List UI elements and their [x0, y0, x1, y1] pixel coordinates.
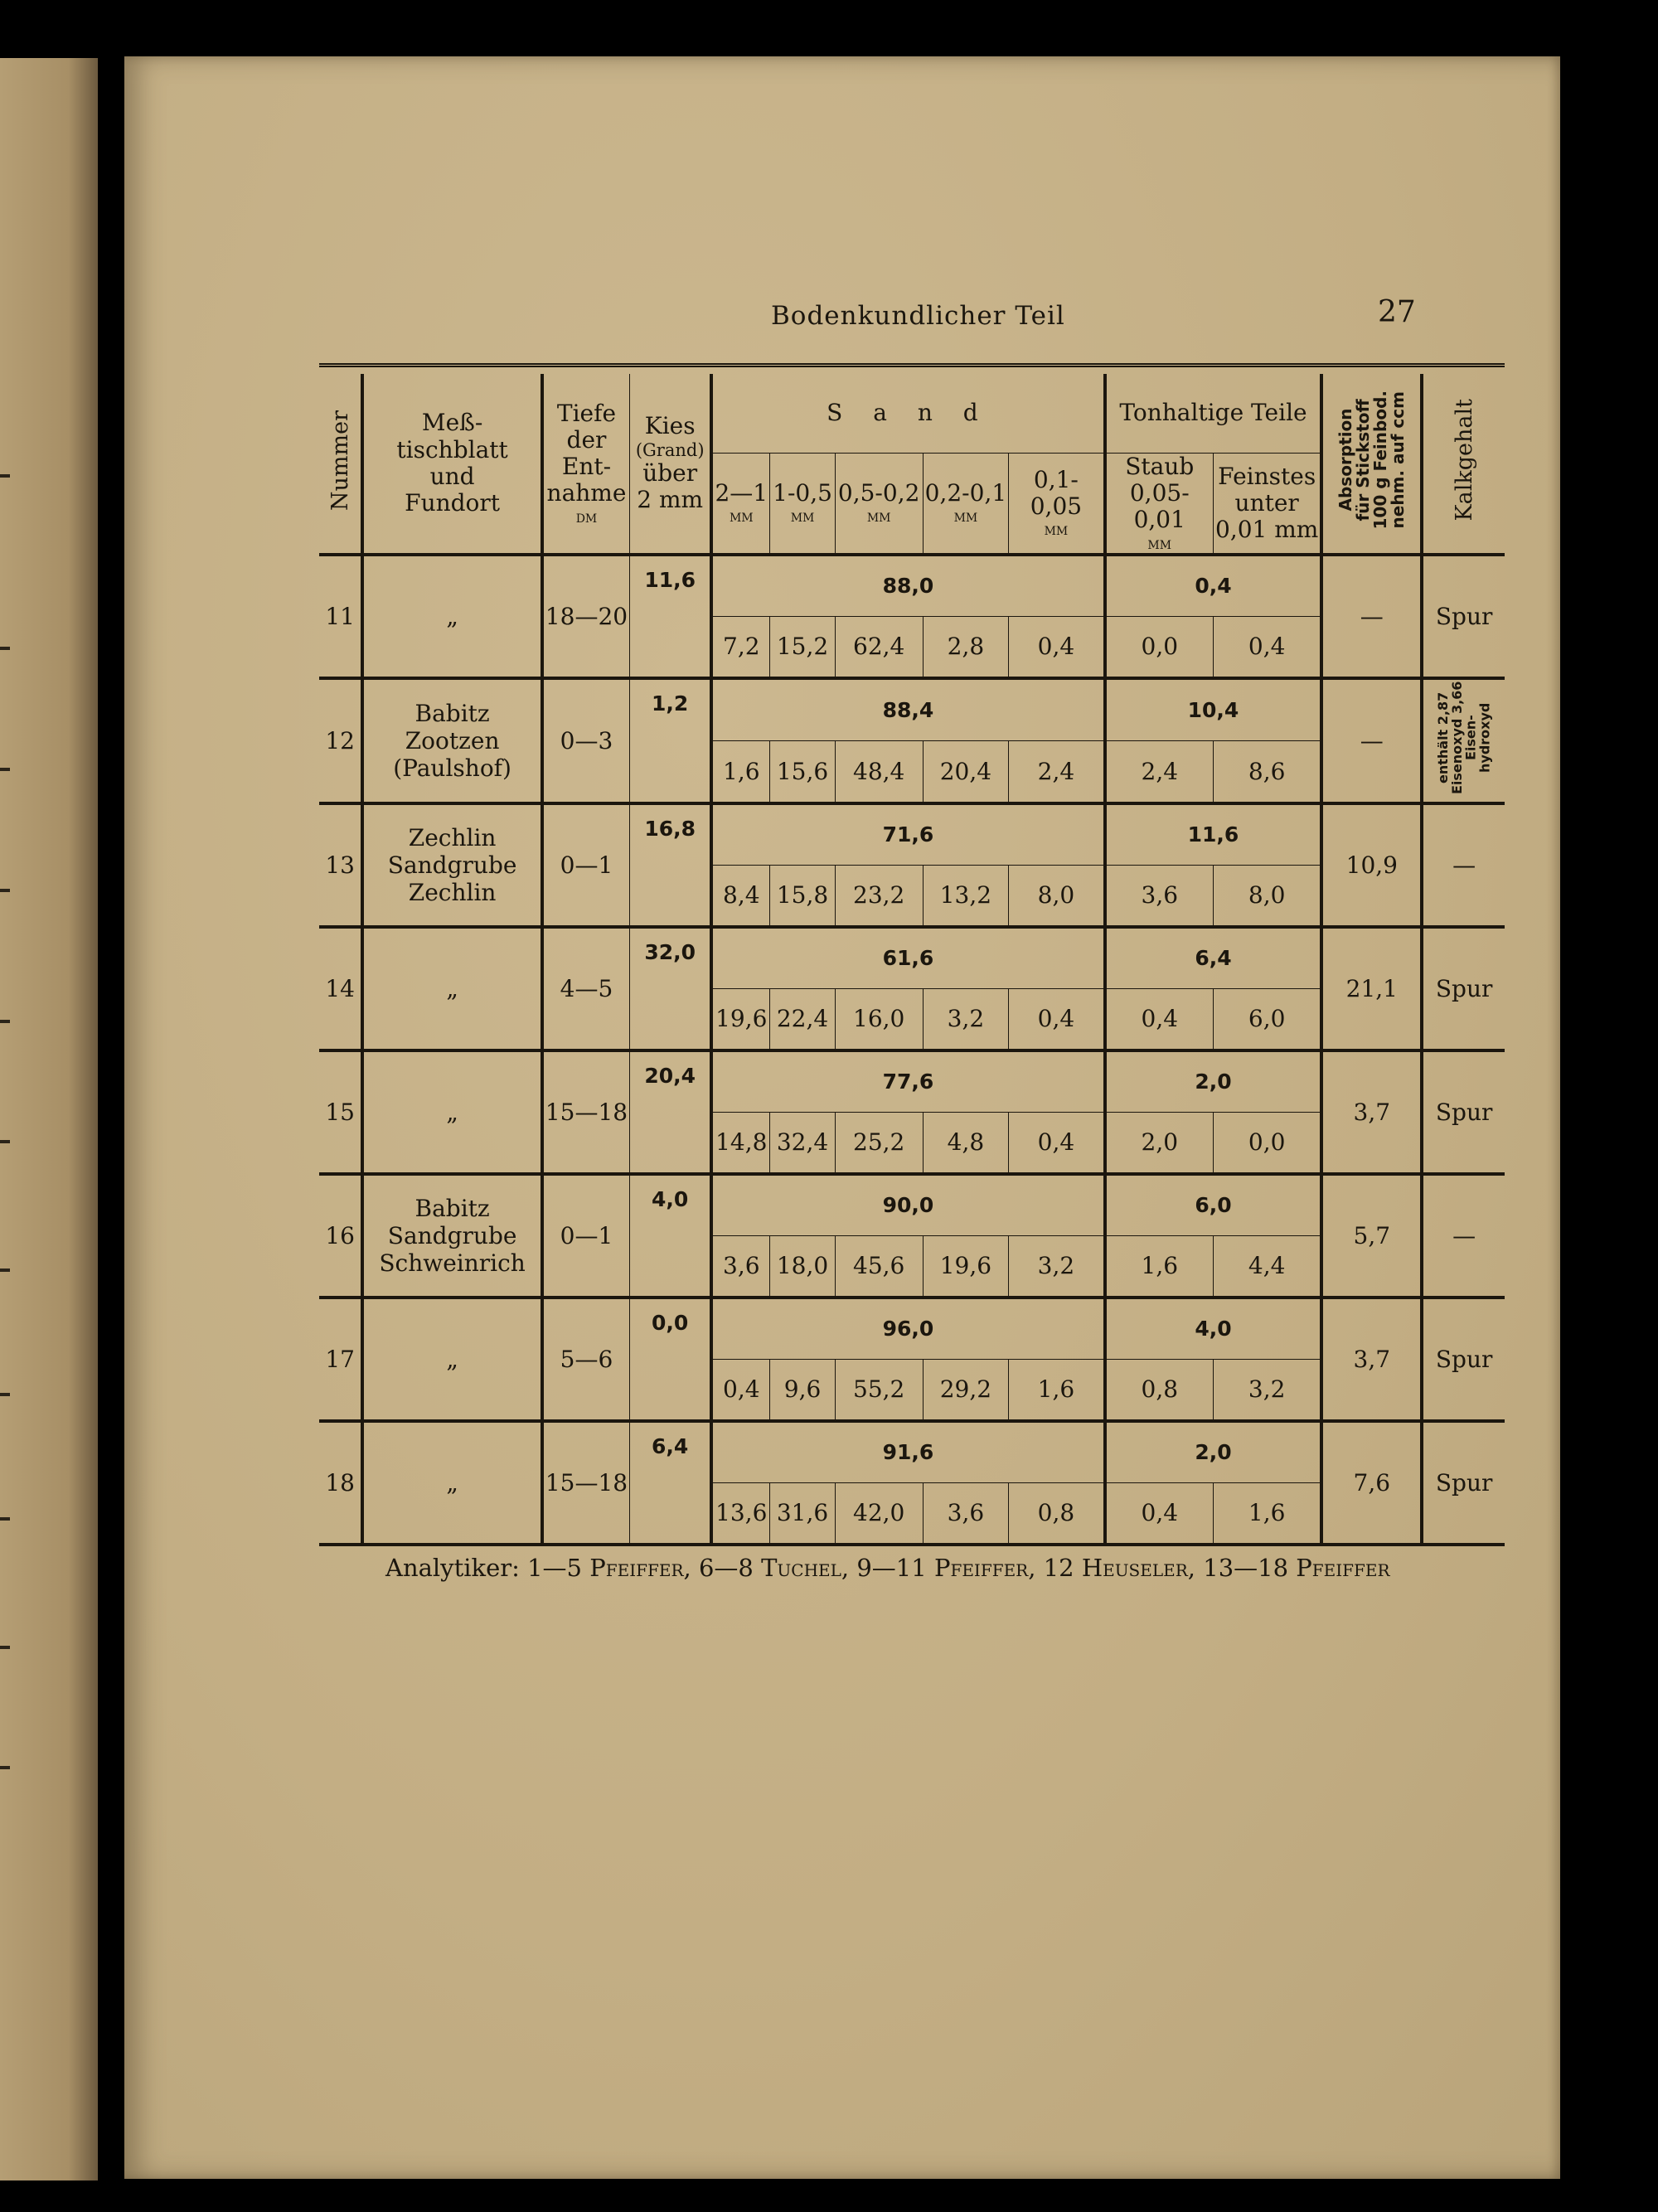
- cell-fundort-line: „: [446, 974, 458, 1002]
- cell-absorption: —: [1321, 555, 1422, 678]
- cell-absorption: —: [1321, 678, 1422, 803]
- table-row: [319, 927, 1505, 989]
- header-fundort-line1: Meß-: [421, 409, 483, 437]
- table-row: [319, 803, 1505, 866]
- cell-sand-fraction: 31,6: [770, 1482, 836, 1545]
- cell-sand-fraction: 0,8: [1009, 1482, 1105, 1545]
- cell-kalk-value: Spur: [1435, 1345, 1493, 1373]
- header-staub-unit: mm: [1147, 532, 1172, 553]
- cell-nummer: 18: [319, 1421, 362, 1545]
- cell-sand-fraction: 3,6: [923, 1482, 1009, 1545]
- cell-fundort-line: Babitz: [414, 699, 490, 727]
- cell-kies: 16,8: [630, 803, 712, 927]
- cell-kalk: [1422, 1298, 1505, 1421]
- header-kies-line2: (Grand): [635, 439, 705, 460]
- cell-kalk-value: Spur: [1435, 974, 1493, 1002]
- header-fundort-line3: und: [429, 462, 475, 490]
- header-sand-col-1: [711, 454, 769, 555]
- cell-fundort-line: „: [446, 1468, 458, 1496]
- cell-staub: 0,8: [1105, 1359, 1214, 1421]
- cell-nummer: 11: [319, 555, 362, 678]
- header-kies: [630, 374, 712, 555]
- analyst-name: Pfeiffer,: [589, 1554, 691, 1582]
- cell-sand-fraction: 42,0: [835, 1482, 923, 1545]
- cell-staub: 2,4: [1105, 740, 1214, 803]
- cell-sand-fraction: 23,2: [835, 865, 923, 927]
- cell-kalk: [1422, 1174, 1505, 1298]
- table-row: [319, 1050, 1505, 1113]
- cell-sand-fraction: 15,6: [770, 740, 836, 803]
- cell-sand-fraction: 0,4: [711, 1359, 769, 1421]
- header-sand-col-3-unit: mm: [866, 506, 891, 526]
- header-absorption-label: [1337, 390, 1407, 529]
- cell-fundort-line: Zechlin: [408, 823, 497, 851]
- cell-fundort-line: (Paulshof): [393, 754, 511, 782]
- cell-sand-total: 77,6: [711, 1050, 1104, 1113]
- cell-kalk-value: —: [1452, 851, 1476, 879]
- table-header: [319, 374, 1505, 555]
- cell-sand-fraction: 1,6: [1009, 1359, 1105, 1421]
- soil-analysis-table: [319, 363, 1505, 1546]
- cell-sand-fraction: 8,0: [1009, 865, 1105, 927]
- cell-nummer: 16: [319, 1174, 362, 1298]
- cell-sand-fraction: 25,2: [835, 1112, 923, 1174]
- cell-feinstes: 8,0: [1213, 865, 1321, 927]
- analyst-name: Heuseler,: [1081, 1554, 1196, 1582]
- book-page: [124, 56, 1560, 2179]
- cell-fundort-line: Zechlin: [408, 878, 497, 906]
- table-row: [319, 555, 1505, 617]
- cell-kalk-value: Spur: [1435, 1098, 1493, 1126]
- cell-sand-fraction: 16,0: [835, 988, 923, 1050]
- cell-sand-fraction: 55,2: [835, 1359, 923, 1421]
- header-sand-col-4-unit: mm: [953, 506, 978, 526]
- cell-kalk: [1422, 1421, 1505, 1545]
- header-sand-col-2-label: 1-0,5: [773, 479, 832, 507]
- cell-sand-fraction: 15,2: [770, 616, 836, 678]
- cell-ton-total: 6,0: [1105, 1174, 1322, 1236]
- analyst-range: 12: [1043, 1554, 1074, 1582]
- cell-ton-total: 4,0: [1105, 1298, 1322, 1360]
- cell-sand-total: 91,6: [711, 1421, 1104, 1483]
- header-fundort-line4: Fundort: [405, 488, 501, 517]
- cell-sand-total: 61,6: [711, 927, 1104, 989]
- cell-ton-total: 2,0: [1105, 1050, 1322, 1113]
- table-row: [319, 1298, 1505, 1360]
- cell-sand-fraction: 19,6: [711, 988, 769, 1050]
- cell-sand-total: 71,6: [711, 803, 1104, 866]
- analyst-name: Pfeiffer,: [933, 1554, 1036, 1582]
- header-sand-label: S a n d: [827, 399, 990, 427]
- cell-fundort: [362, 1298, 542, 1421]
- cell-absorption: 21,1: [1321, 927, 1422, 1050]
- cell-feinstes: 6,0: [1213, 988, 1321, 1050]
- cell-nummer: 15: [319, 1050, 362, 1174]
- cell-fundort-line: „: [446, 1098, 458, 1126]
- cell-staub: 2,0: [1105, 1112, 1214, 1174]
- cell-feinstes: 0,4: [1213, 616, 1321, 678]
- header-tiefe-line4: nahme: [546, 479, 627, 507]
- running-head: Bodenkundlicher Teil: [771, 301, 1065, 331]
- cell-kies: 32,0: [630, 927, 712, 1050]
- cell-kalk-value: Spur: [1435, 602, 1493, 630]
- cell-tiefe: 18—20: [542, 555, 630, 678]
- header-sand-col-5-unit: mm: [1044, 519, 1069, 540]
- header-kalk: [1422, 374, 1505, 555]
- header-fundort: [362, 374, 542, 555]
- cell-staub: 3,6: [1105, 865, 1214, 927]
- cell-sand-total: 88,0: [711, 555, 1104, 617]
- cell-kalk-value: Spur: [1435, 1468, 1493, 1496]
- header-tonhaltige: [1105, 374, 1322, 454]
- cell-sand-fraction: 13,6: [711, 1482, 769, 1545]
- header-absorption: [1321, 374, 1422, 555]
- header-kies-line1: Kies: [644, 412, 696, 440]
- cell-sand-total: 88,4: [711, 678, 1104, 741]
- cell-sand-fraction: 2,8: [923, 616, 1009, 678]
- header-sand-col-2-unit: mm: [790, 506, 815, 526]
- analyst-range: 1—5: [527, 1554, 582, 1582]
- cell-fundort-line: Sandgrube: [387, 1221, 517, 1249]
- cell-kies: 1,2: [630, 678, 712, 803]
- analyst-name: Pfeiffer: [1296, 1554, 1390, 1582]
- table-body: [319, 555, 1505, 1545]
- cell-sand-fraction: 19,6: [923, 1235, 1009, 1298]
- cell-ton-total: 11,6: [1105, 803, 1322, 866]
- header-sand-col-5: [1009, 454, 1105, 555]
- cell-kalk: [1422, 678, 1505, 803]
- left-page-edge: [0, 58, 98, 2180]
- header-tiefe-unit: dm: [575, 506, 598, 526]
- cell-sand-fraction: 48,4: [835, 740, 923, 803]
- cell-tiefe: 4—5: [542, 927, 630, 1050]
- cell-absorption: 5,7: [1321, 1174, 1422, 1298]
- cell-sand-fraction: 0,4: [1009, 1112, 1105, 1174]
- cell-sand-fraction: 45,6: [835, 1235, 923, 1298]
- table-row: [319, 1421, 1505, 1483]
- cell-sand-fraction: 14,8: [711, 1112, 769, 1174]
- cell-fundort-line: Schweinrich: [379, 1249, 526, 1277]
- cell-tiefe: 0—3: [542, 678, 630, 803]
- cell-absorption: 7,6: [1321, 1421, 1422, 1545]
- cell-feinstes: 1,6: [1213, 1482, 1321, 1545]
- header-tiefe: [542, 374, 630, 555]
- cell-kies: 11,6: [630, 555, 712, 678]
- cell-fundort: [362, 555, 542, 678]
- cell-sand-fraction: 7,2: [711, 616, 769, 678]
- cell-feinstes: 4,4: [1213, 1235, 1321, 1298]
- cell-fundort: [362, 1421, 542, 1545]
- cell-tiefe: 5—6: [542, 1298, 630, 1421]
- header-tonhaltige-label: Tonhaltige Teile: [1119, 399, 1307, 427]
- cell-kalk: [1422, 927, 1505, 1050]
- header-sand-col-3-label: 0,5-0,2: [837, 479, 920, 507]
- cell-sand-fraction: 4,8: [923, 1112, 1009, 1174]
- cell-tiefe: 15—18: [542, 1421, 630, 1545]
- analyst-name: Tuchel,: [761, 1554, 850, 1582]
- header-staub: [1105, 454, 1214, 555]
- cell-sand-fraction: 2,4: [1009, 740, 1105, 803]
- cell-staub: 1,6: [1105, 1235, 1214, 1298]
- cell-tiefe: 0—1: [542, 1174, 630, 1298]
- header-kies-line3: über: [642, 458, 698, 487]
- analyst-range: 6—8: [698, 1554, 754, 1582]
- header-feinstes-line1: Feinstes: [1218, 462, 1316, 490]
- cell-kies: 4,0: [630, 1174, 712, 1298]
- header-sand-col-3: [835, 454, 923, 555]
- cell-staub: 0,4: [1105, 988, 1214, 1050]
- cell-sand-fraction: 20,4: [923, 740, 1009, 803]
- cell-feinstes: 0,0: [1213, 1112, 1321, 1174]
- header-tiefe-line1: Tiefe: [556, 399, 617, 427]
- cell-nummer: 13: [319, 803, 362, 927]
- cell-fundort: [362, 1174, 542, 1298]
- cell-kies: 0,0: [630, 1298, 712, 1421]
- cell-sand-fraction: 18,0: [770, 1235, 836, 1298]
- cell-fundort: [362, 1050, 542, 1174]
- cell-staub: 0,4: [1105, 1482, 1214, 1545]
- cell-fundort: [362, 803, 542, 927]
- cell-tiefe: 15—18: [542, 1050, 630, 1174]
- header-sand-col-2: [770, 454, 836, 555]
- cell-kalk: [1422, 803, 1505, 927]
- cell-ton-total: 2,0: [1105, 1421, 1322, 1483]
- cell-sand-fraction: 62,4: [835, 616, 923, 678]
- cell-sand-total: 90,0: [711, 1174, 1104, 1236]
- header-feinstes: [1213, 454, 1321, 555]
- header-sand-col-4: [923, 454, 1009, 555]
- header-absorption-line3: 100 g Feinbod.: [1370, 390, 1390, 530]
- cell-ton-total: 6,4: [1105, 927, 1322, 989]
- header-feinstes-line2: unter: [1234, 488, 1299, 517]
- cell-sand-fraction: 22,4: [770, 988, 836, 1050]
- cell-sand-fraction: 15,8: [770, 865, 836, 927]
- cell-fundort: [362, 678, 542, 803]
- cell-staub: 0,0: [1105, 616, 1214, 678]
- cell-fundort-line: Babitz: [414, 1194, 490, 1222]
- header-feinstes-line3: 0,01 mm: [1215, 515, 1319, 543]
- header-staub-line1: Staub: [1125, 453, 1195, 480]
- cell-ton-total: 0,4: [1105, 555, 1322, 617]
- cell-absorption: 3,7: [1321, 1050, 1422, 1174]
- cell-fundort: [362, 927, 542, 1050]
- cell-kalk: [1422, 1050, 1505, 1174]
- cell-sand-fraction: 0,4: [1009, 616, 1105, 678]
- header-nummer-label: Nummer: [327, 410, 353, 511]
- analysts-footnote: [385, 1554, 1390, 1582]
- cell-absorption: 10,9: [1321, 803, 1422, 927]
- header-sand-col-1-unit: mm: [729, 506, 754, 526]
- header-fundort-line2: tischblatt: [396, 435, 508, 463]
- header-nummer: [319, 374, 362, 555]
- cell-fundort-line: „: [446, 1345, 458, 1373]
- cell-sand-fraction: 13,2: [923, 865, 1009, 927]
- cell-sand-total: 96,0: [711, 1298, 1104, 1360]
- cell-fundort-line: „: [446, 602, 458, 630]
- header-absorption-line1: Absorption: [1335, 409, 1355, 512]
- table-top-rule: [319, 363, 1505, 374]
- cell-sand-fraction: 3,6: [711, 1235, 769, 1298]
- header-tiefe-line2: der: [566, 426, 607, 454]
- header-kalk-label: Kalkgehalt: [1451, 399, 1477, 521]
- cell-sand-fraction: 29,2: [923, 1359, 1009, 1421]
- cell-nummer: 14: [319, 927, 362, 1050]
- cell-nummer: 12: [319, 678, 362, 803]
- analyst-range: 13—18: [1203, 1554, 1289, 1582]
- header-tiefe-line3: Ent-: [561, 453, 612, 481]
- cell-fundort-line: Sandgrube: [387, 851, 517, 879]
- cell-tiefe: 0—1: [542, 803, 630, 927]
- header-sand-col-4-label: 0,2-0,1: [924, 479, 1007, 507]
- cell-kalk-note: enthält 2,87 Eisenoxyd 3,66 Eisen- hydroxyd: [1434, 681, 1492, 794]
- cell-kalk-value: —: [1452, 1221, 1476, 1249]
- table-row: [319, 678, 1505, 741]
- cell-ton-total: 10,4: [1105, 678, 1322, 741]
- analysts-label: Analytiker:: [385, 1554, 520, 1582]
- cell-sand-fraction: 8,4: [711, 865, 769, 927]
- header-absorption-line4: nehm. auf ccm: [1387, 391, 1408, 529]
- cell-kies: 6,4: [630, 1421, 712, 1545]
- header-staub-line2: 0,05-0,01: [1129, 479, 1190, 534]
- cell-sand-fraction: 1,6: [711, 740, 769, 803]
- cell-fundort-line: Zootzen: [405, 726, 500, 754]
- cell-sand-fraction: 3,2: [1009, 1235, 1105, 1298]
- table-row: [319, 1174, 1505, 1236]
- cell-sand-fraction: 3,2: [923, 988, 1009, 1050]
- header-sand-col-5-label: 0,1-0,05: [1030, 466, 1083, 521]
- header-sand-col-1-label: 2—1: [715, 479, 768, 507]
- cell-nummer: 17: [319, 1298, 362, 1421]
- cell-absorption: 3,7: [1321, 1298, 1422, 1421]
- cell-sand-fraction: 9,6: [770, 1359, 836, 1421]
- page-number: 27: [1378, 295, 1416, 329]
- cell-feinstes: 8,6: [1213, 740, 1321, 803]
- header-sand: [711, 374, 1104, 454]
- cell-feinstes: 3,2: [1213, 1359, 1321, 1421]
- cell-sand-fraction: 32,4: [770, 1112, 836, 1174]
- header-kies-line4: 2 mm: [637, 485, 704, 513]
- header-absorption-line2: für Stickstoff: [1352, 399, 1373, 521]
- cell-kies: 20,4: [630, 1050, 712, 1174]
- analyst-range: 9—11: [856, 1554, 927, 1582]
- cell-kalk: [1422, 555, 1505, 678]
- cell-sand-fraction: 0,4: [1009, 988, 1105, 1050]
